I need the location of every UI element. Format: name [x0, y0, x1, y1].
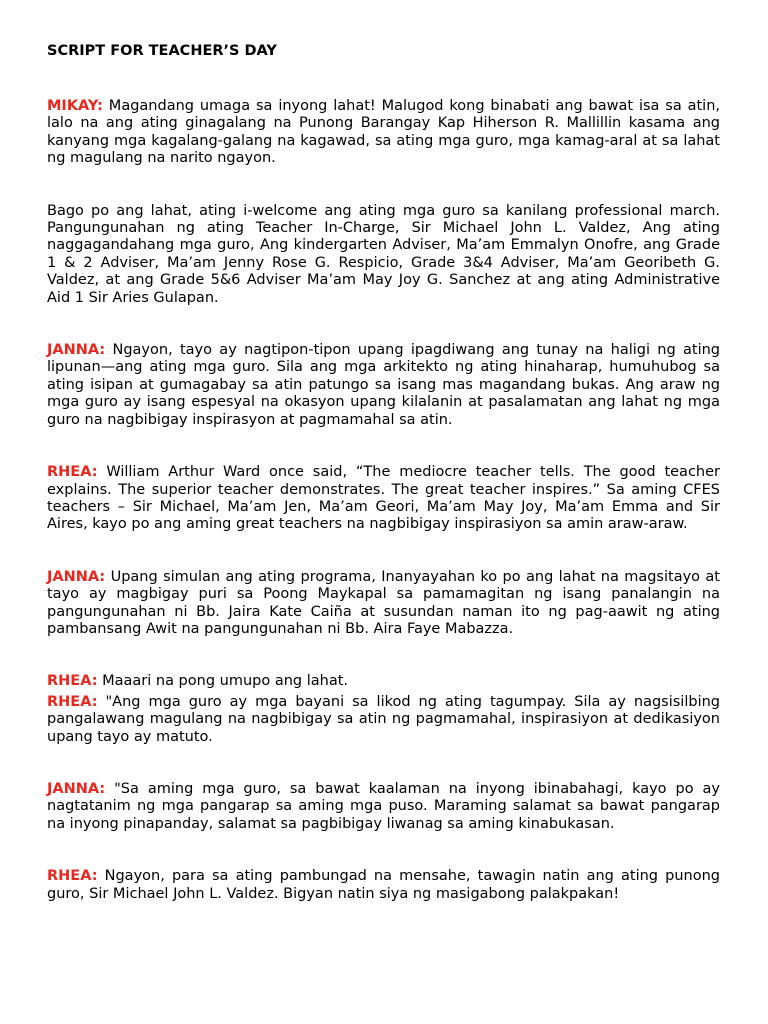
speaker-label: RHEA:	[47, 868, 98, 885]
paragraph-text: Maaari na pong umupo ang lahat.	[97, 673, 349, 690]
paragraph-janna-thanks	[47, 781, 720, 833]
paragraph-text: Ngayon, para sa ating pambungad na mensahe, tawagin natin ang ating punong guro, Sir Michael John L. Valdez. Bigyan natin siya ng masigabong palakpakan!	[47, 868, 720, 902]
speaker-label: JANNA:	[47, 342, 106, 359]
script-title: SCRIPT FOR TEACHER’S DAY	[47, 43, 277, 59]
speaker-label: RHEA:	[47, 464, 98, 481]
paragraph-mikay-greeting	[47, 98, 720, 168]
speaker-label: RHEA:	[47, 673, 98, 690]
paragraph-janna-prayer	[47, 569, 720, 639]
speaker-label: JANNA:	[47, 780, 106, 797]
paragraph-text: Magandang umaga sa inyong lahat! Malugod kong binabati ang bawat isa sa atin, lalo na ang ating ginagalang na Punong Barangay Kap Hiherson R. Mallillin kasama ang kanyang mga kagalang-galang na kagawad, sa ating mga guro, mga kamag-aral at sa lahat ng magulang na narito ngayon.	[47, 98, 720, 167]
paragraph-professional-march	[47, 203, 720, 307]
paragraph-text: "Sa aming mga guro, sa bawat kaalaman na inyong ibinabahagi, kayo po ay nagtatanim ng mga pangarap sa aming mga puso. Maraming salamat sa bawat pangarap na inyong pinapanday, salamat sa pagbibigay liwanag sa aming kinabukasan.	[47, 780, 720, 832]
speaker-label: JANNA:	[47, 568, 106, 585]
paragraph-text: Ngayon, tayo ay nagtipon-tipon upang ipagdiwang ang tunay na haligi ng ating lipunan—ang ating mga guro. Sila ang mga arkitekto ng ating hinaharap, humuhubog sa ating isipan at gumagabay sa atin patungo sa isang mas magandang bukas. Ang araw ng mga guro ay isang espesyal na okasyon upang kilalanin at pasalamatan ang lahat ng mga guro na nagbibigay inspirasyon at pagmamahal sa atin.	[47, 342, 720, 428]
paragraph-rhea-welcome-message	[47, 868, 720, 903]
speaker-label: MIKAY:	[47, 98, 103, 114]
paragraph-rhea-heroes	[47, 694, 720, 746]
paragraph-text: Upang simulan ang ating programa, Inanyayahan ko po ang lahat na magsitayo at tayo ay magbigay puri sa Poong Maykapal sa pamamagitan ng isang panalangin na pangungunahan ni Bb. Jaira Kate Caiña at susundan naman ito ng pag-aawit ng ating pambansang Awit na pangungunahan ni Bb. Aira Faye Mabazza.	[47, 568, 720, 637]
paragraph-janna-intro	[47, 342, 720, 429]
paragraph-text: Bago po ang lahat, ating i-welcome ang ating mga guro sa kanilang professional march. Pangungunahan ng ating Teacher In-Charge, Sir Michael John L. Valdez, Ang ating naggagandahang mga guro, Ang kindergarten Adviser, Ma’am Emmalyn Onofre, ang Grade 1 & 2 Adviser, Ma’am Jenny Rose G. Respicio, Grade 3&4 Adviser, Ma’am Georibeth G. Valdez, at ang Grade 5&6 Adviser Ma’am May Joy G. Sanchez at ang ating Administrative Aid 1 Sir Aries Gulapan.	[47, 202, 720, 306]
paragraph-text: "Ang mga guro ay mga bayani sa likod ng ating tagumpay. Sila ay nagsisilbing pangalawang magulang na nagbibigay sa atin ng pagmamahal, inspirasiyon at dedikasiyon upang tayo ay matuto.	[47, 693, 720, 745]
document-page	[47, 42, 720, 903]
paragraph-rhea-sit	[47, 673, 720, 690]
paragraph-text: William Arthur Ward once said, “The mediocre teacher tells. The good teacher explains. The superior teacher demonstrates. The great teacher inspires.” Sa aming CFES teachers – Sir Michael, Ma’am Jen, Ma’am Geori, Ma’am May Joy, Ma’am Emma and Sir Aires, kayo po ang aming great teachers na nagbibigay inspirasiyon sa amin araw-araw.	[47, 464, 720, 533]
speaker-label: RHEA:	[47, 693, 98, 710]
paragraph-rhea-quote	[47, 464, 720, 534]
